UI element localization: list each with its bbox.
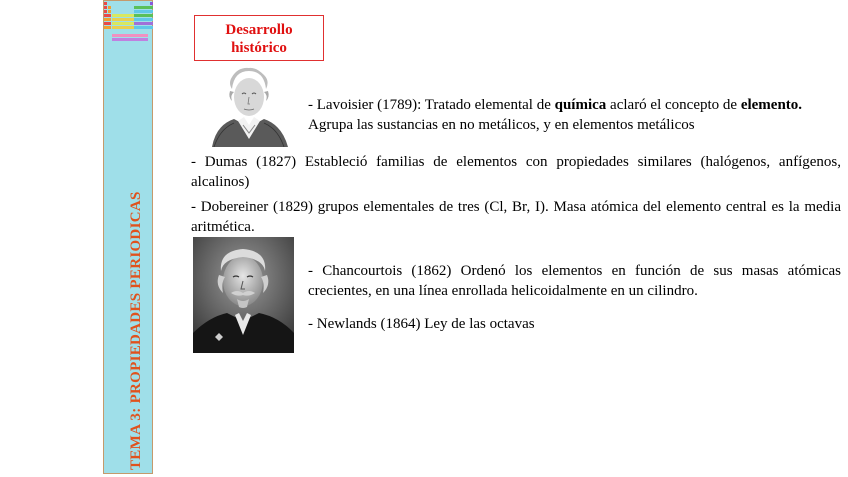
lavoisier-bold-quimica: química: [554, 97, 607, 113]
lavoisier-line2: Agrupa las sustancias en no metálicos, y en elementos metálicos: [308, 117, 695, 133]
chancourtois-portrait: [193, 237, 294, 353]
lavoisier-text-b: aclaró el concepto de: [606, 97, 741, 113]
page-title: [194, 15, 324, 61]
newlands-paragraph: - Newlands (1864) Ley de las octavas: [308, 316, 535, 332]
page-title-line2: histórico: [231, 40, 287, 56]
dumas-paragraph: - Dumas (1827) Estableció familias de elementos con propiedades similares (halógenos, anfígenos, alcalinos): [191, 154, 841, 190]
periodic-table-icon: [104, 2, 154, 46]
lavoisier-text-a: - Lavoisier (1789): Tratado elemental de: [308, 97, 555, 113]
chancourtois-paragraph: - Chancourtois (1862) Ordenó los elementos en función de sus masas atómicas crecientes, en una línea enrollada helicoidalmente en un cilindro.: [308, 263, 841, 299]
dobereiner-paragraph: - Dobereiner (1829) grupos elementales de tres (Cl, Br, I). Masa atómica del elemento central es la media aritmética.: [191, 199, 841, 235]
lavoisier-paragraph: [308, 95, 848, 135]
lavoisier-bold-elemento: elemento.: [740, 97, 803, 113]
page-title-line1: Desarrollo: [225, 22, 293, 38]
lavoisier-portrait: [194, 67, 304, 147]
lavoisier-line1: [308, 95, 848, 115]
sidebar-title: TEMA 3: PROPIEDADES PERIODICAS: [128, 191, 144, 470]
